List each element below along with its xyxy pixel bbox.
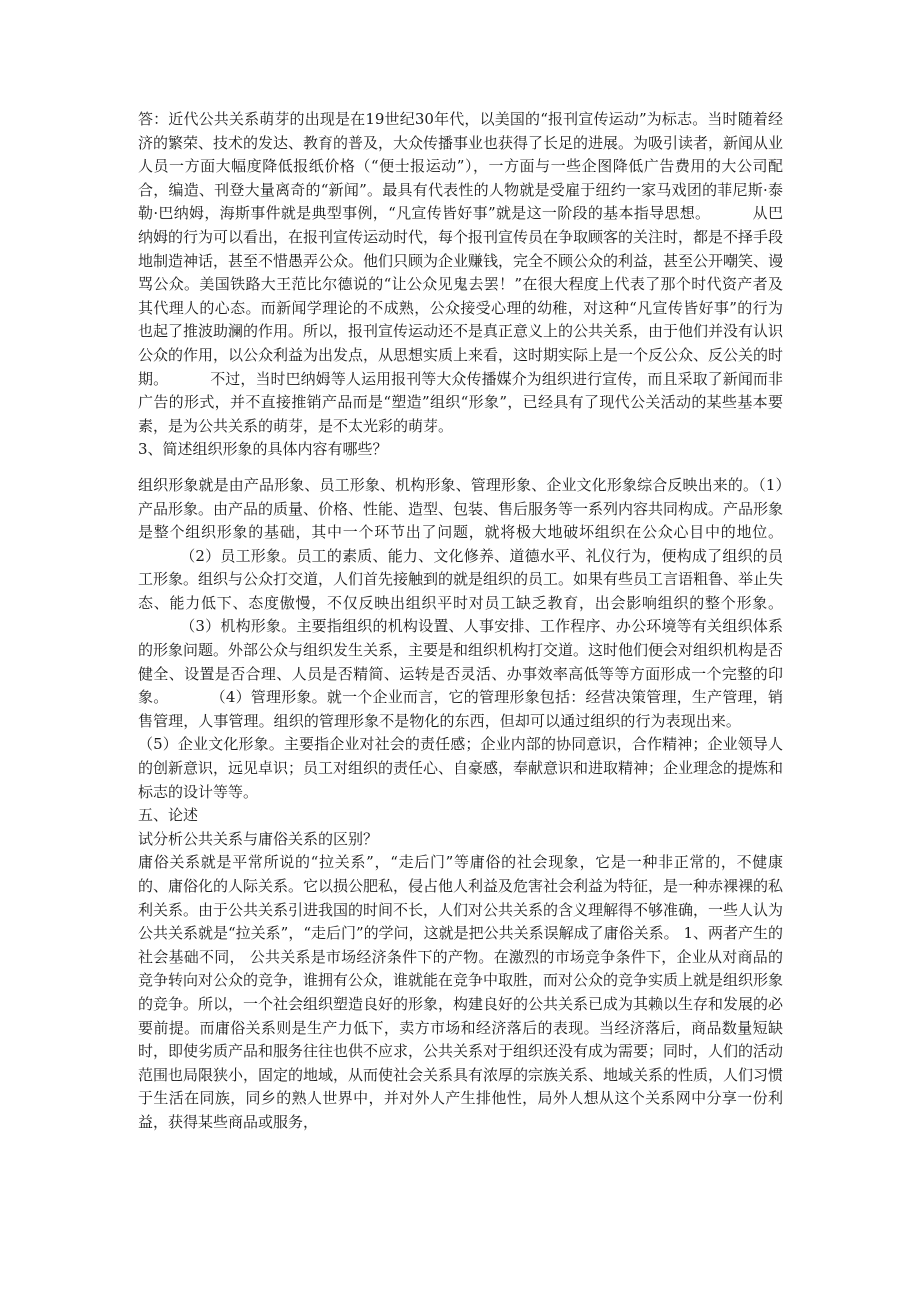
- answer-part-3: 不过，当时巴纳姆等人运用报刊等大众传播媒介为组织进行宣传，而且采取了新闻而非广告的形式，并不直接推销产品而是“塑造”组织“形象”，已经具有了现代公关活动的某些基本要素，是为公共关系的萌芽，是不太光彩的萌芽。: [138, 369, 783, 435]
- image-item-3: （3）机构形象。主要指组织的机构设置、人事安排、工作程序、办公环境等有关组织体系的形象问题。外部公众与组织发生关系，主要是和组织机构打交道。这时他们便会对组织机构是否健全、设置是否合理、人员是否精简、运转是否灵活、办事效率高低等等方面形成一个完整的印象。: [138, 617, 784, 707]
- answer-part-2: 从巴纳姆的行为可以看出，在报刊宣传运动时代，每个报刊宣传员在争取顾客的关注时，都是不择手段地制造神话，甚至不惜愚弄公众。他们只顾为企业赚钱，完全不顾公众的利益，甚至公开嘲笑、谩骂公众。美国铁路大王范比尔德说的“让公众见鬼去罢！”在很大程度上代表了那个时代资产者及其代理人的心态。而新闻学理论的不成熟，公众接受心理的幼稚，对这种“凡宣传皆好事”的行为也起了推波助澜的作用。所以，报刊宣传运动还不是真正意义上的公共关系，由于他们并没有认识公众的作用，以公众利益为出发点，从思想实质上来看，这时期实际上是一个反公众、反公关的时期。: [138, 204, 784, 388]
- question-3-heading: 3、简述组织形象的具体内容有哪些？: [138, 440, 388, 459]
- essay-question: 试分析公共关系与庸俗关系的区别？: [138, 829, 379, 848]
- image-intro: 组织形象就是由产品形象、员工形象、机构形象、管理形象、企业文化形象综合反映出来的。（1）产品形象。由产品的质量、价格、性能、造型、包装、售后服务等一系列内容共同构成。产品形象是整个组织形象的基础，其中一个环节出了问题，就将极大地破坏组织在公众心目中的地位。: [138, 475, 784, 542]
- essay-point-1-title: 1、两者产生的社会基础不同，: [138, 924, 784, 966]
- section-5-heading: 五、论述: [138, 806, 199, 825]
- image-item-2: （2）员工形象。员工的素质、能力、文化修养、道德水平、礼仪行为，便构成了组织的员工形象。组织与公众打交道，人们首先接触到的就是组织的员工。如果有些员工言语粗鲁、举止失态、能力低下、态度傲慢，不仅反映出组织平时对员工缺乏教育，出会影响组织的整个形象。: [138, 546, 784, 612]
- essay-point-1-body: 公共关系是市场经济条件下的产物。在激烈的市场竞争条件下，企业从对商品的竞争转向对公众的竞争，谁拥有公众，谁就能在竞争中取胜，而对公众的竞争实质上就是组织形象的竞争。所以，一个社会组织塑造良好的形象，构建良好的公共关系已成为其赖以生存和发展的必要前提。而庸俗关系则是生产力低下，卖方市场和经济落后的表现。当经济落后，商品数量短缺时，即使劣质产品和服务往往也供不应求，公共关系对于组织还没有成为需要；同时，人们的活动范围也局限狭小，固定的地域，从而使社会关系具有浓厚的宗族关系、地域关系的性质，人们习惯于生活在同族，同乡的熟人世界中，并对外人产生排他性，局外人想从这个关系网中分享一份利益，获得某些商品或服务，: [138, 947, 784, 1131]
- organization-image-paragraph: [138, 474, 783, 804]
- answer-part-1: 答：近代公共关系萌芽的出现是在19世纪30年代，以美国的“报刊宣传运动”为标志。当时随着经济的繁荣、技术的发达、教育的普及，大众传播事业也获得了长足的进展。为吸引读者，新闻从业人员一方面大幅度降低报纸价格（“便士报运动”），一方面与一些企图降低广告费用的大公司配合，编造、刊登大量离奇的“新闻”。最具有代表性的人物就是受雇于纽约一家马戏团的菲尼斯·泰勒·巴纳姆，海斯事件就是典型事例，“凡宣传皆好事”就是这一阶段的基本指导思想。: [138, 110, 784, 223]
- answer-paragraph: [138, 108, 783, 438]
- essay-part-1: 庸俗关系就是平常所说的“拉关系”，“走后门”等庸俗的社会现象，它是一种非正常的，不健康的、庸俗化的人际关系。它以损公肥私，侵占他人利益及危害社会利益为特征，是一种赤裸裸的私利关系。由于公共关系引进我国的时间不长，人们对公共关系的含义理解得不够准确，一些人认为公共关系就是“拉关系”，“走后门”的学问，这就是把公共关系误解成了庸俗关系。: [138, 853, 784, 943]
- essay-answer-paragraph: [138, 851, 783, 1134]
- image-item-5: （5）企业文化形象。主要指企业对社会的责任感；企业内部的协同意识，合作精神；企业领导人的创新意识，远见卓识；员工对组织的责任心、自豪感，奉献意识和进取精神；企业理念的提炼和标志的设计等等。: [138, 735, 784, 801]
- document-page: [138, 108, 783, 1135]
- image-item-4: （4）管理形象。就一个企业而言，它的管理形象包括：经营决策管理，生产管理，销售管理，人事管理。组织的管理形象不是物化的东西，但却可以通过组织的行为表现出来。: [138, 688, 783, 730]
